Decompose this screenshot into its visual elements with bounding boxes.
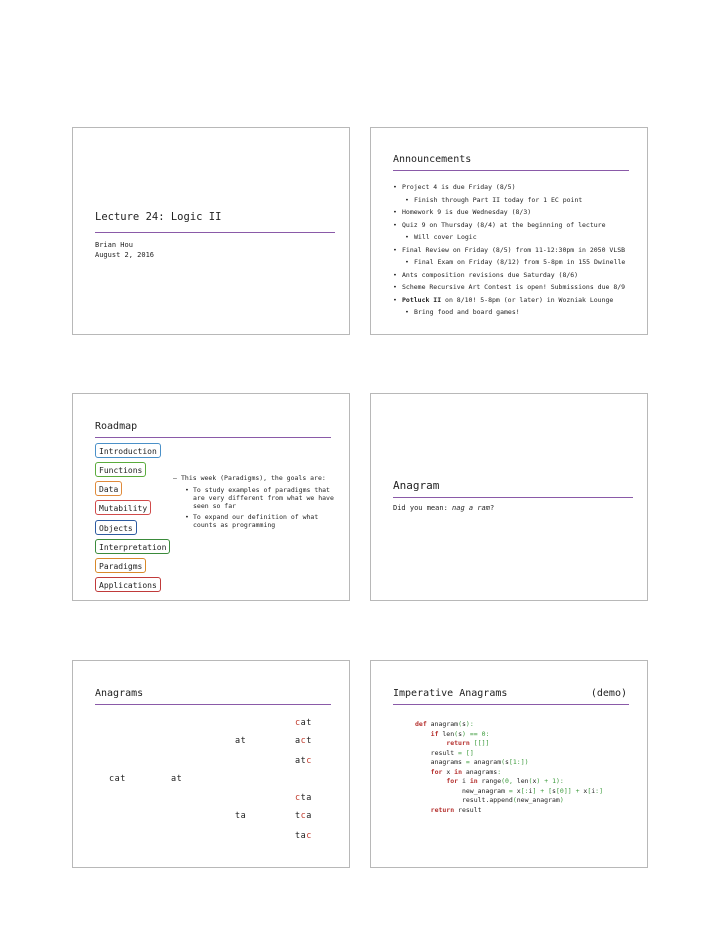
lecture-date: August 2, 2016 [95,251,155,259]
potluck-details: on 8/10! 5-8pm (or later) in Wozniak Lounge [441,295,614,304]
announcement-subitem: • Finish through Part II today for 1 EC point [393,196,643,209]
demo-label: (demo) [590,688,627,699]
inserted-letter: c [300,736,307,746]
roadmap-topic-objects: Objects [95,520,137,535]
leaf-rest: t [306,736,312,746]
slide-announcements [370,127,648,335]
title-divider [393,497,633,498]
announcement-item: • Project 4 is due Friday (8/5) [393,183,643,196]
tree-word-cat: cat [109,774,126,784]
lecture-title: Lecture 24: Logic II [95,211,222,223]
author-name: Brian Hou [95,241,133,249]
code-line: def anagram(s): [415,720,474,728]
slide-title: Anagram [393,479,440,492]
goals-intro: – This week (Paradigms), the goals are: [173,474,343,482]
leaf-rest: ta [295,831,307,841]
leaf-rest: at [300,718,312,728]
inserted-letter: c [300,811,307,821]
announcement-item: • Scheme Recursive Art Contest is open! Submissions due 8/9 [393,283,643,296]
slide-anagram [370,393,648,601]
goal-item: • To study examples of paradigms that are very different from what we have seen so far [173,486,343,510]
potluck-label: Potluck II [402,295,442,304]
leaf-rest: at [295,756,307,766]
slide-imperative-anagrams [370,660,648,868]
roadmap-goals [173,474,343,532]
subtitle-prefix: Did you mean: [393,504,453,512]
roadmap-topic-interpretation: Interpretation [95,539,170,554]
subtitle-italic: nag a ram [452,504,490,512]
roadmap-topic-paradigms: Paradigms [95,558,146,573]
slide-lecture-title [72,127,350,335]
tree-leaf-2 [295,736,312,746]
lecture-byline [95,240,154,260]
slide-title: Roadmap [95,421,138,432]
title-divider [95,704,331,705]
code-block [415,720,603,815]
tree-leaf-1 [295,718,312,728]
code-line: result.append(new_anagram) [415,796,564,804]
announcement-subitem: • Final Exam on Friday (8/12) from 5-8pm in 155 Dwinelle [393,258,643,271]
code-line: for i in range(0, len(x) + 1): [446,777,564,785]
leaf-rest: t [295,811,301,821]
code-line: return result [430,805,482,814]
inserted-letter: c [306,756,312,766]
announcement-subitem: • Bring food and board games! [393,308,643,321]
announcement-item: • Ants composition revisions due Saturday (8/6) [393,271,643,284]
slide-anagrams-tree [72,660,350,868]
leaf-rest: a [306,811,312,821]
title-divider [393,170,629,171]
title-divider [95,232,335,233]
roadmap-topic-applications: Applications [95,577,161,592]
subtitle-suffix: ? [489,504,495,512]
anagram-subtitle [393,504,494,512]
code-line: result = [] [415,748,474,757]
inserted-letter: c [306,831,312,841]
leaf-rest: a [295,736,301,746]
tree-word-ta: ta [235,811,247,821]
code-line: new_anagram = x[:i] + [s[0]] + x[i:] [415,786,604,795]
code-line: if len(s) == 0: [430,729,490,738]
announcement-list [393,183,643,321]
slide-title: Announcements [393,154,472,165]
inserted-letter: c [295,793,301,803]
slide-roadmap [72,393,350,601]
announcement-item: • Homework 9 is due Wednesday (8/3) [393,208,643,221]
title-divider [393,704,629,705]
code-line: for x in anagrams: [430,767,502,776]
title-divider [95,437,331,438]
tree-leaf-5 [295,811,312,821]
slide-title: Imperative Anagrams [393,688,508,699]
roadmap-topic-functions: Functions [95,462,146,477]
code-line: anagrams = anagram(s[1:]) [415,758,529,766]
announcement-subitem: • Will cover Logic [393,233,643,246]
roadmap-topic-mutability: Mutability [95,500,151,515]
goal-item: • To expand our definition of what counts as programming [173,513,343,529]
tree-leaf-3 [295,756,312,766]
roadmap-topic-introduction: Introduction [95,443,161,458]
tree-word-at-root: at [171,774,183,784]
tree-word-at: at [235,736,247,746]
announcement-item: • Final Review on Friday (8/5) from 11-12:30pm in 2050 VLSB [393,246,643,259]
code-line: return [[]] [446,739,490,747]
inserted-letter: c [295,718,301,728]
roadmap-topic-data: Data [95,481,122,496]
tree-leaf-6 [295,831,312,841]
tree-leaf-4 [295,793,312,803]
slide-title: Anagrams [95,688,144,699]
announcement-item [393,296,643,309]
leaf-rest: ta [300,793,312,803]
announcement-item: • Quiz 9 on Thursday (8/4) at the beginning of lecture [393,221,643,234]
